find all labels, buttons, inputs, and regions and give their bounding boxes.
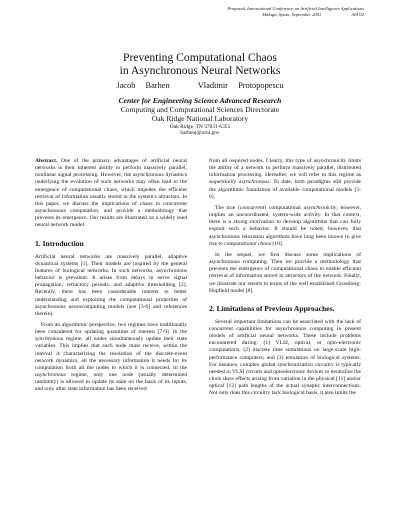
right-p2-text-c: , however, implies an uncoordinated, system-wide activity. In that context, there is a strong motivation to develop algorithms that can fully exploit such a behavior. It should be noted, however, that asynchronous relaxation algorithms have long been known to give rise to [209, 204, 361, 247]
right-p2-term-chaos: computational chaos [224, 240, 272, 247]
venue-tag: AIA'02 [351, 12, 364, 17]
section-2-heading: 2. Limitations of Previous Approaches. [209, 303, 335, 313]
right-p1-text-b: type of asynchronicity limits the ability of a network to perform massively parallel, distributed information processing. Hereafter, we will refer to this regime as [209, 158, 362, 179]
author-email: barhenj@ornl.gov [180, 130, 220, 137]
venue-header [227, 6, 364, 18]
intro-p2-term-asynchronous: asynchronous [35, 372, 66, 379]
intro-p2-text-c: regime, only one node (usually determined randomly) is allowed to update its state on the basis of its inputs, and only after state information has been received [35, 372, 187, 393]
right-p2-text-a: The true ( [215, 204, 240, 211]
affiliation-block [0, 96, 400, 137]
limitations-paragraph-1: Several important limitations can be associated with the lack of concurrent capabilities for asynchronous computing in present models of artificial neural networks. These include problems encountered during: (1) VLSI, optical, or opto-electronic computations; (2) discrete time simulations on large-scale high-performance computers; and (3) emulation of biological systems. For instance, complex global synchronization circuitry is typically needed in VLSI circuits and optoelectronic devices to neutralize the clock skew effects arising from variation in the physical [11] and/or optical [12] path lengths of the actual synaptic interconnections. Not only does this circuitry lack biological basis, it also limits the [209, 318, 361, 397]
title-line-2: in Asynchronous Neural Networks [119, 64, 281, 77]
right-p1-text-c: . To date, both paradigms still provide the algorithmic foundation of available computational models [3-6]. [209, 179, 362, 200]
author-list [0, 81, 400, 91]
right-p2-text-d: [10]. [271, 240, 284, 247]
right-paragraph-1 [209, 158, 361, 201]
author-2: Vladimir Protopopescu [197, 81, 284, 90]
venue-line-2 [227, 12, 364, 18]
left-column [35, 158, 187, 394]
intro-paragraph-1: Artificial neural networks are massively parallel, adaptive dynamical systems [1]. Their models are inspired by the general features of biological networks. In such networks, asynchronous behavior is prevalent. It arises from delays in nerve signal propagation, refractory periods, and adaptive thresholding [2]. Recently, there has been considerable interest in better understanding and exploiting the computational properties of asynchronous neurocomputing models (see [3-6] and references therein). [35, 253, 187, 317]
right-paragraph-2 [209, 205, 361, 248]
intro-p2-text-b: regime, all nodes simultaneously update their state variables. This implies that each node must receive, within the interval Δ characterizing the resolution of the discrete-event network dynamics, all the necessary information it needs for its computation from all the nodes to which it is connected. In the [35, 336, 187, 371]
abstract-text: One of the primary advantages of artificial neural networks is their inherent ability to perform massively parallel, nonlinear signal processing. However, the asynchronous dynamics underlying the evolution of such networks may often lead to the emergence of computational chaos, which impedes the efficient retrieval of information usually stored in the system's attractors. In this paper, we discuss the implications of chaos in concurrent asynchronous computation, and provide a methodology that prevents its emergence. Our results are illustrated on a widely used neural network model. [35, 158, 187, 229]
intro-p2-text-a: From an algorithmic perspective, two regimes have traditionally been considered for updating quantities of interest [7-9]. In the [35, 321, 187, 336]
right-p1-term-this: this [285, 158, 294, 164]
affiliation-address: Oak Ridge, TN 37831-6355 [169, 123, 231, 130]
affiliation-center: Center for Engineering Science Advanced Research [118, 96, 282, 105]
venue-location: Malaga, Spain, September 2001 [262, 12, 322, 17]
affiliation-lab: Oak Ridge National Laboratory [151, 114, 249, 124]
author-1: Jacob Barhen [116, 81, 170, 90]
paper-title [0, 51, 400, 77]
affiliation-division: Computing and Computational Sciences Directorate [120, 105, 280, 115]
section-1-heading: 1. Introduction [35, 238, 84, 248]
title-line-1: Preventing Computational Chaos [123, 51, 277, 64]
right-p1-term-sequential: sequentially asynchronous [209, 179, 270, 186]
abstract-paragraph [35, 158, 187, 230]
right-p2-term-asynchronicity: asynchronicity [303, 204, 337, 211]
right-p2-text-b: ) computational [264, 204, 304, 211]
abstract-label: Abstract. [35, 158, 58, 164]
intro-paragraph-2 [35, 322, 187, 394]
intro-p2-term-synchronous: synchronous [35, 336, 64, 343]
right-paragraph-3: In the sequel, we first discuss some implications of asynchronous computing. Then we provide a methodology that prevents the emergence of computational chaos to enable efficient retrieval of information stored in attractors of the network. Finally, we illustrate our results in terms of the well established Grossberg-Hopfield model [8]. [209, 251, 361, 294]
right-p1-text-a: from all required nodes. Clearly, [209, 158, 286, 164]
right-column [209, 158, 361, 398]
right-p2-term-concurrent: concurrent [239, 204, 265, 211]
venue-line-1: Proposed, International Conference on Artificial Intelligence Applications [227, 6, 364, 11]
